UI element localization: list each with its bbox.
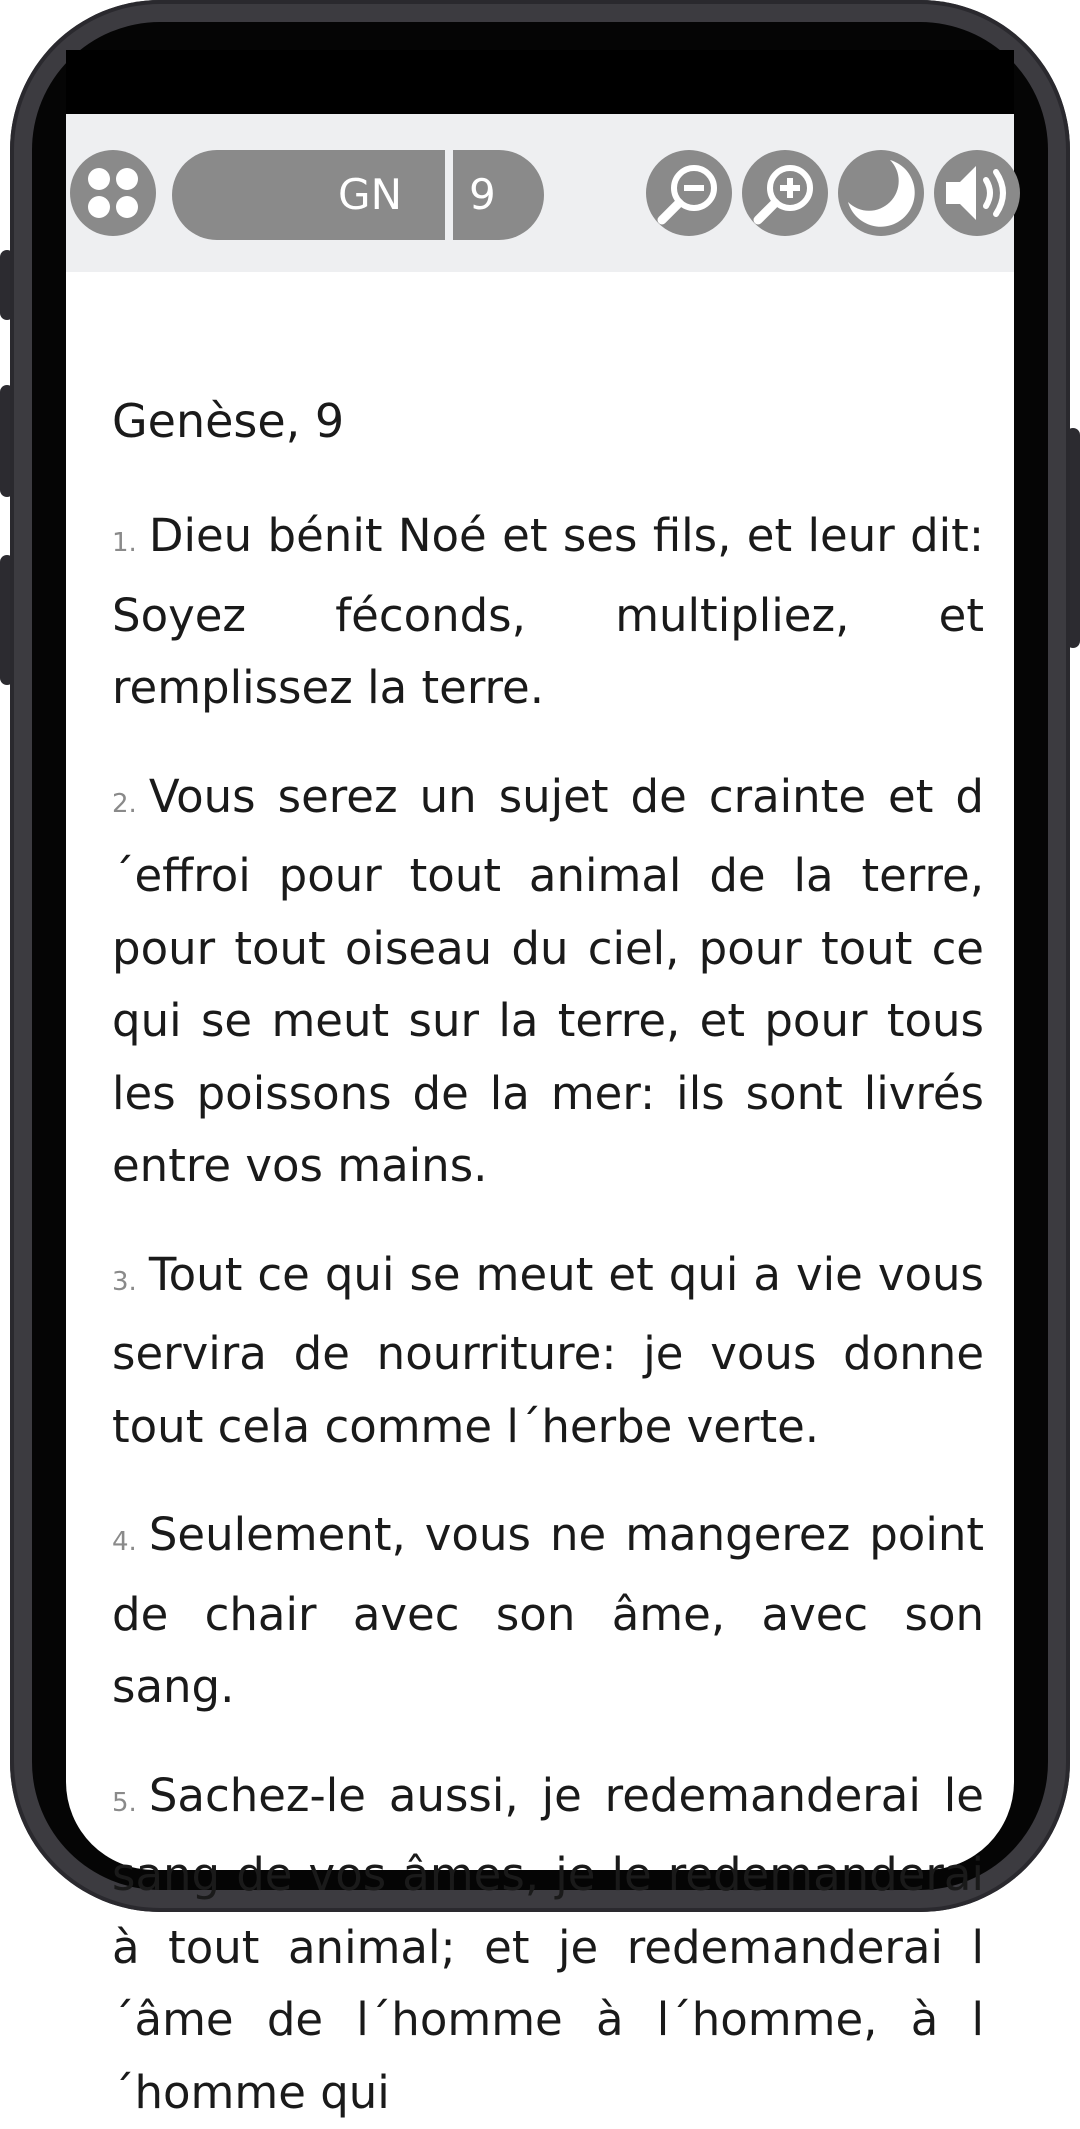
chapter-selector[interactable]: 9	[453, 150, 544, 240]
book-chapter-selector	[172, 150, 544, 240]
verse	[112, 500, 984, 725]
sound-button[interactable]	[934, 150, 1020, 236]
verse	[112, 1760, 984, 2129]
menu-icon	[116, 168, 138, 190]
screen	[66, 50, 1014, 1870]
verse-text: Tout ce qui se meut et qui a vie vous servira de nourriture: je vous donne tout cela comme l´herbe verte.	[112, 1248, 984, 1453]
zoom-in-icon	[742, 150, 828, 236]
verse	[112, 1499, 984, 1724]
menu-button[interactable]	[70, 150, 156, 236]
night-mode-button[interactable]	[838, 150, 924, 236]
zoom-out-icon	[646, 150, 732, 236]
book-selector[interactable]	[172, 150, 442, 240]
selector-divider	[445, 150, 453, 240]
verse	[112, 1239, 984, 1464]
zoom-in-button[interactable]	[742, 150, 828, 236]
night-mode-icon	[838, 150, 924, 236]
verse	[112, 761, 984, 1203]
toolbar	[66, 114, 1014, 272]
verse-text: Sachez-le aussi, je redemanderai le sang de vos âmes, je le redemanderai à tout animal; et je redemanderai l´âme de l´homme à l´homme, à l´homme qui	[112, 1769, 984, 2119]
verse-number: 1.	[112, 528, 137, 558]
verse-text: Dieu bénit Noé et ses fils, et leur dit: Soyez féconds, multipliez, et remplissez la terre.	[112, 509, 984, 714]
verse-number: 5.	[112, 1788, 137, 1818]
zoom-out-button[interactable]	[646, 150, 732, 236]
book-label: GN	[338, 150, 402, 240]
verse-number: 3.	[112, 1267, 137, 1297]
notch	[284, 50, 796, 112]
scripture-content[interactable]	[112, 330, 984, 1850]
chapter-title: Genèse, 9	[112, 392, 984, 450]
menu-icon	[88, 168, 110, 190]
sound-icon	[934, 150, 1020, 236]
menu-icon	[88, 196, 110, 218]
verse-number: 2.	[112, 789, 137, 819]
verse-number: 4.	[112, 1527, 137, 1557]
menu-icon	[116, 196, 138, 218]
verse-text: Seulement, vous ne mangerez point de chair avec son âme, avec son sang.	[112, 1508, 984, 1713]
verse-text: Vous serez un sujet de crainte et d´effroi pour tout animal de la terre, pour tout oiseau du ciel, pour tout ce qui se meut sur la terre, et pour tous les poissons de la mer: ils sont livrés entre vos mains.	[112, 770, 984, 1193]
